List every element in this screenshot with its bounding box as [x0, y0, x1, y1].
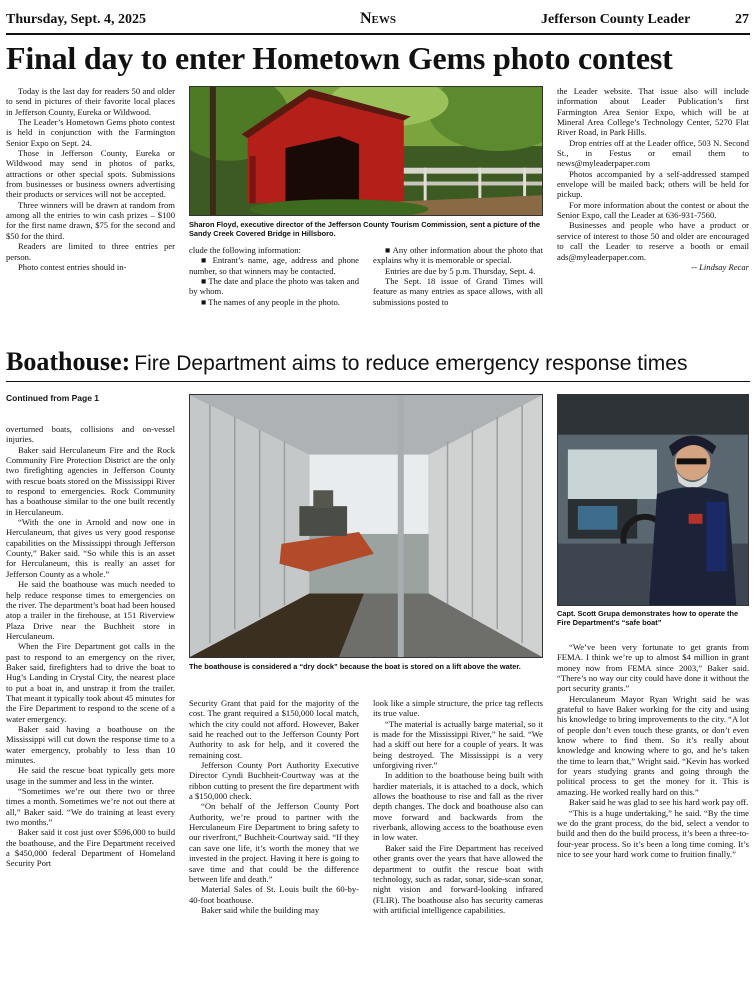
covered-bridge-photo [189, 86, 543, 216]
gems-column-3 [373, 245, 543, 342]
paragraph: Three winners will be drawn at random from among all the entries to win cash prizes – $100 for the first name drawn, $75 for the second and $50 for the third. [6, 199, 175, 241]
paragraph: Photos accompanied by a self-addressed stamped envelope will be mailed back; others will be held for pickup. [557, 168, 749, 200]
paragraph: Baker said he was glad to see his hard work pay off. [569, 797, 749, 808]
paragraph: The Sept. 18 issue of Grand Times will feature as many entries as space allows, with all submissions posted to [373, 276, 543, 307]
headline-kicker: Boathouse: [6, 347, 131, 376]
boathouse-column-3 [373, 698, 543, 976]
paragraph: ■ Entrant’s name, age, address and phone number, so that winners may be contacted. [189, 255, 359, 276]
boathouse-column-1 [6, 424, 175, 976]
paragraph: Drop entries off at the Leader office, 503 N. Second St., in Festus or email them to news@myleaderpaper.com [557, 137, 749, 169]
paragraph: Baker said the Fire Department has received other grants over the years that have allowed the department to outfit the rescue boat with technology, such as radar, sonar, side-scan sonar, night vision and forward-looking infrared (FLIR). The boathouse also has security cameras with artificial intelligence capabilities. [373, 842, 543, 915]
paragraph: ■ Any other information about the photo that explains why it is memorable or special. [373, 245, 543, 266]
paragraph: Baker said having a boathouse on the Mississippi will cut down the response time to a water emergency, probably to less than 10 minutes. [6, 723, 175, 765]
paragraph: ■ The names of any people in the photo. [201, 296, 340, 307]
gems-column-1 [6, 86, 175, 342]
boathouse-column-4 [557, 642, 749, 976]
paragraph: Baker said it cost just over $596,000 to build the boathouse, and the Fire Department received a $450,000 federal Department of Homeland Security Port [6, 827, 175, 869]
paragraph: look like a simple structure, the price tag reflects its true value. [373, 698, 543, 719]
paragraph: Herculaneum Mayor Ryan Wright said he was grateful to have Baker working for the city and using his knowledge to bring improvements to the city. “A lot of people don’t even touch these grants, or don’t even know where to find them. So it’s really about knowledge and knowing where to go, and he’s taken the time to learn that,” Wright said. “Kevin has worked for years studying grants and going through the political process to get the money for it. This is amazing. He worked really hard on this.” [557, 693, 749, 797]
gems-headline: Final day to enter Hometown Gems photo contest [6, 40, 673, 76]
boathouse-headline [6, 346, 750, 382]
page-number: 27 [735, 12, 749, 27]
paragraph: “The material is actually barge material, so it is made for the Mississippi River,” he said. “We had a skiff out here for a couple of years. It was being destroyed. The Mississippi is a very unforgiving river.” [373, 718, 543, 771]
paragraph: ■ The date and place the photo was taken and by whom. [189, 276, 359, 297]
paragraph: He said the boathouse was much needed to help reduce response times to emergencies on the river. The department’s boat had been housed atop a trailer in the firehouse, at 151 Riverview Plaza Drive near the Buchheit store in Herculaneum. [6, 579, 175, 641]
paragraph: the Leader website. That issue also will include information about Leader Publication’s first Farmington Area Senior Expo, which will be at Mineral Area College’s Technology Center, 5270 Flat River Road, in Park Hills. [557, 86, 749, 138]
paragraph: In addition to the boathouse being built with hardier materials, it is attached to a dock, which allows the boathouse to rise and fall as the river depth changes. The dock and boathouse also can move forward and backwards from the riverbank, allowing access to the boathouse even in low water. [373, 770, 543, 843]
paragraph: Readers are limited to three entries per person. [6, 241, 175, 262]
paragraph: Today is the last day for readers 50 and older to send in pictures of their favorite local places in Jefferson County, Eureka or Wildwood. [6, 86, 175, 117]
paper-name: Jefferson County Leader [541, 12, 691, 27]
boathouse-column-2 [189, 698, 359, 976]
paragraph: Jefferson County Port Authority Executive Director Cyndi Buchheit-Courtway was at the ribbon cutting to present the fire department with a $150,000 check. [189, 760, 359, 802]
paragraph: “We’ve been very fortunate to get grants from FEMA. I think we’re up to almost $4 million in grant money now from FEMA since 2003,” Baker said. “There’s no way our city could have done it without the port security grants.” [557, 642, 749, 694]
bridge-photo-caption: Sharon Floyd, executive director of the Jefferson County Tourism Commission, sent a picture of the Sandy Creek Covered Bridge in Hillsboro. [189, 220, 540, 238]
paragraph: overturned boats, collisions and on-vessel injuries. [6, 424, 175, 445]
paragraph: “With the one in Arnold and now one in Herculaneum, that gives us very good response capabilities on the Mississippi through Jefferson County,” Baker said. “So while this is an asset for Herculaneum, this is really an asset for Jefferson County as a whole.” [6, 517, 175, 579]
section-rule [6, 381, 750, 382]
byline: -- Lindsay Recar [691, 261, 749, 272]
paragraph: “This is a huge undertaking,” he said. “By the time we do the grant process, do the bid, select a vendor to build and then do the build process, it’s been a three-to-four-year process. So it’s been a long time coming. It’s nice to see your hard work come to fruition finally.” [557, 807, 749, 859]
paragraph: When the Fire Department got calls in the past to respond to an emergency on the river, Baker said, firefighters had to drive the boat to Hug’s Landing in Crystal City, the nearest place to put a boat in, and unstrap it from the trailer. That meant it typically took about 45 minutes for the Fire Department to respond to the scene of a water emergency. [6, 641, 175, 724]
issue-date: Thursday, Sept. 4, 2025 [6, 12, 147, 27]
continued-from-label: Continued from Page 1 [6, 393, 100, 403]
paragraph: He said the rescue boat typically gets more usage in the summer and less in the winter. [6, 765, 175, 786]
gems-column-2 [189, 245, 359, 342]
gems-column-4 [557, 86, 749, 342]
boathouse-interior-photo [189, 394, 543, 658]
paragraph: Businesses and people who have a product or service of interest to those 50 and older are encouraged to call the Leader to reserve a booth or email ads@myleaderpaper.com. [557, 220, 749, 262]
paragraph: Baker said while the building may [201, 904, 320, 915]
paragraph: “On behalf of the Jefferson County Port Authority, we’re proud to partner with the Herculaneum Fire Department to bring safety to our riverfront,” Buchheit-Courtway said. “If they can save one life, it’s worth the money that we invested in the project. Having it here is going to save time and that could be the difference between life and death.” [189, 801, 359, 884]
section-name: News [359, 10, 396, 27]
paragraph: Photo contest entries should in- [18, 261, 127, 272]
paragraph: The Leader’s Hometown Gems photo contest is held in conjunction with the Farmington Senior Expo on Sept. 24. [6, 117, 175, 148]
captain-photo-caption: Capt. Scott Grupa demonstrates how to operate the Fire Department’s “safe boat” [557, 609, 739, 627]
header-rule [6, 33, 750, 35]
boathouse-photo-caption: The boathouse is considered a “dry dock” because the boat is stored on a lift above the water. [189, 662, 521, 671]
paragraph: clude the following information: [189, 245, 301, 255]
paragraph: Entries are due by 5 p.m. Thursday, Sept. 4. [385, 265, 536, 276]
headline-text: Fire Department aims to reduce emergency response times [134, 352, 688, 375]
paragraph: “Sometimes we’re out there two or three times a month. Sometimes we’re not out there at all,” Baker said. “We do training at least every two months.” [6, 786, 175, 828]
paragraph: Security Grant that paid for the majority of the cost. The grant required a $150,000 local match, which the city could not afford. However, Baker said he reached out to the Jefferson County Port Authority to ask for help, and it covered the remaining cost. [189, 698, 359, 760]
paragraph: Baker said Herculaneum Fire and the Rock Community Fire Protection District are the only two firefighting agencies in Jefferson County with rescue boats stored on the Mississippi River to respond to emergencies. Rock Community has a boathouse similar to the one built recently in Herculaneum. [6, 444, 175, 517]
paragraph: Material Sales of St. Louis built the 60-by-40-foot boathouse. [189, 884, 359, 905]
paragraph: Those in Jefferson County, Eureka or Wildwood may send in photos of parks, attractions or other special spots. Submissions from businesses or business owners advertising their products or services will not be accepted. [6, 148, 175, 200]
captain-photo [557, 394, 749, 606]
paragraph: For more information about the contest or about the Senior Expo, call the Leader at 636-931-7560. [557, 199, 749, 221]
